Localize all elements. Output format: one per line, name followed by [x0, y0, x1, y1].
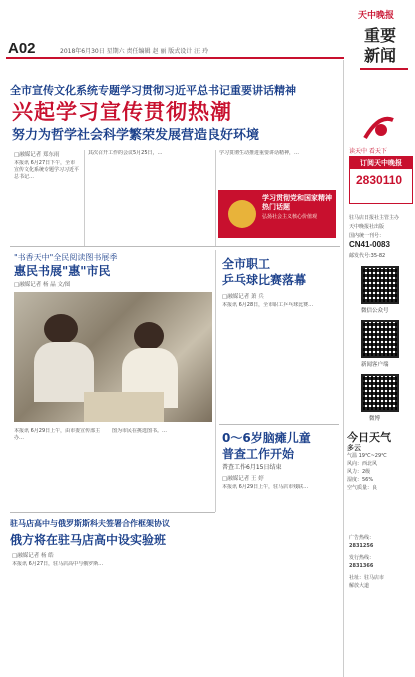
kids-title-line-1: 0～6岁脑瘫儿童: [222, 431, 311, 445]
info-line: 邮发代号:35-82: [349, 253, 386, 259]
book-caption: 本报讯 6月29日上午，由市委宣传部主办…: [14, 428, 101, 441]
kids-title: [222, 430, 311, 462]
lead-body-col2: 其次召开工作的会议5月25日，…: [88, 150, 163, 156]
book-byline: □融媒记者 杨 晶 文/图: [14, 282, 71, 288]
paper-logo-icon: [359, 110, 399, 146]
column-divider: [84, 150, 85, 246]
contact-line: 广告热线：: [349, 535, 375, 541]
child-head-shape: [44, 314, 78, 344]
kids-byline: □融媒记者 王 婷: [222, 476, 264, 482]
sidebar-slogan: 读天中 看天下: [349, 148, 387, 155]
weather-label: 今日天气: [347, 431, 391, 444]
weather-line: 湿度：56%: [347, 477, 374, 483]
pingpong-byline: □融媒记者 萧 兵: [222, 294, 264, 300]
qr-label: 微信公众号: [361, 308, 389, 314]
lead-byline: □融媒记者 郑东雨: [14, 152, 60, 158]
book-section-label: "书香天中"全民阅读图书展季: [14, 253, 118, 262]
qr-code-icon: [361, 266, 399, 304]
bottom-body: 本报讯 6月27日，驻马店高中与俄罗斯…: [12, 561, 104, 567]
section-divider: [10, 512, 215, 513]
kids-body: 本报讯 6月29日上午，驻马店市残联…: [222, 484, 309, 490]
section-brand: [350, 4, 412, 104]
banner-subtitle: 弘扬社会主义核心价值观: [262, 214, 318, 220]
section-divider: [219, 424, 339, 425]
lead-body-col1: 本报讯 6月27日下午，全市宣传文化系统专题学习习近平总书记…: [14, 160, 80, 180]
weather-line: 风向：西北风: [347, 461, 378, 467]
weather-temp: 气温 19℃~29℃: [347, 453, 387, 459]
contact-line: 发行热线：: [349, 555, 375, 561]
bottom-byline: □融媒记者 杨 皓: [12, 553, 54, 559]
lead-headline: 兴起学习宣传贯彻热潮: [12, 100, 232, 124]
banner-title: 学习贯彻党和国家精神热门话题: [262, 194, 332, 211]
sidebar: [345, 110, 415, 677]
kids-title-line-2: 普查工作开始: [222, 447, 295, 461]
book-title: 惠民书展"惠"市民: [14, 264, 111, 278]
pingpong-title-line-1: 全市职工: [222, 257, 271, 271]
party-banner: [218, 190, 336, 238]
reading-kids-photo: [14, 292, 212, 422]
brand-name: 天中晚报: [358, 10, 395, 20]
contact-line: 解放大道: [349, 583, 370, 589]
contact-line: 社址：驻马店市: [349, 575, 385, 581]
qr-code-icon: [361, 374, 399, 412]
lead-body-col3: 学习贯彻生动推进重要讲话精神，…: [219, 150, 300, 156]
sidebar-divider: [343, 60, 344, 677]
qr-label: 新闻客户端: [361, 362, 389, 368]
weather-line: 空气质量：良: [347, 485, 378, 491]
section-line-1: 重要: [364, 26, 397, 45]
qr-label: 微博: [369, 416, 381, 422]
dateline: 2018年6月30日 星期六 责任编辑 赵 丽 版式设计 汪 玲: [60, 48, 209, 55]
issn-number: CN41-0083: [349, 240, 390, 249]
section-divider: [10, 246, 340, 247]
party-emblem-icon: [228, 200, 256, 228]
qr-code-icon: [361, 320, 399, 358]
info-line: 驻马店日报社主管主办: [349, 215, 400, 221]
section-line-2: 新闻: [364, 46, 397, 65]
bottom-kicker: 驻马店高中与俄罗斯斯科夫签署合作框架协议: [10, 519, 170, 528]
ad-phone-number: 2830110: [356, 173, 403, 187]
pingpong-body: 本报讯 6月28日，全市职工乒乓球比赛…: [222, 302, 314, 308]
info-line: 国内统一刊号：: [349, 233, 385, 239]
kids-subtitle: 普查工作6月15日结束: [222, 464, 282, 471]
column-divider: [215, 250, 216, 512]
pingpong-title-line-2: 乒乓球比赛落幕: [222, 273, 307, 287]
book-shape: [84, 392, 164, 422]
contact-line: 2831366: [349, 563, 374, 569]
weather-box: [347, 432, 413, 492]
bottom-title: 俄方将在驻马店高中设实验班: [10, 533, 167, 547]
column-divider: [215, 150, 216, 246]
ad-header: 订阅天中晚报: [350, 157, 412, 169]
book-body: 图为市民在挑选图书。…: [112, 428, 168, 434]
pingpong-title: [222, 256, 306, 288]
lead-subhead: 努力为哲学社会科学繁荣发展营造良好环境: [12, 128, 260, 143]
masthead-rule: [6, 57, 344, 59]
brand-rule: [360, 68, 408, 70]
section-name: [364, 26, 396, 66]
subscription-ad: [349, 156, 413, 204]
lead-kicker: 全市宣传文化系统专题学习贯彻习近平总书记重要讲话精神: [10, 84, 296, 97]
info-line: 天中晚报社出版: [349, 224, 385, 230]
child-head-shape: [134, 322, 164, 350]
weather-condition: 多云: [347, 444, 361, 452]
page-number: A02: [8, 40, 36, 57]
weather-line: 风力：2级: [347, 469, 371, 475]
contact-line: 2831256: [349, 543, 374, 549]
